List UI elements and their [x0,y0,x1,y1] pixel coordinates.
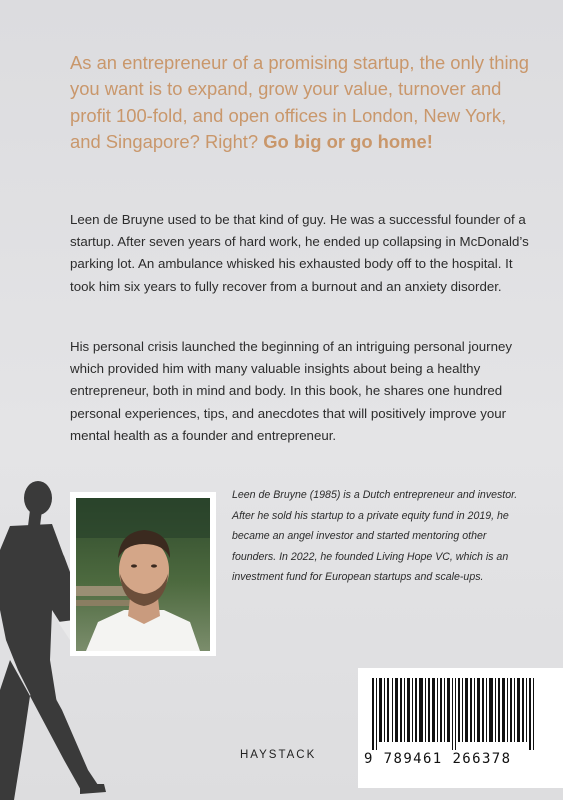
author-photo [70,492,216,656]
author-portrait-image [76,498,210,651]
description-paragraph-2: His personal crisis launched the beginning of an intriguing personal journey which provided him with many valuable insights about being a healthy entrepreneur, both in mind and body. In this book, he shares one hundred personal experiences, tips, and anecdotes that will positively improve your mental health as a founder and entrepreneur. [70,339,513,443]
publisher-logo: HAYSTACK [240,749,317,761]
intro-blurb [70,50,530,156]
description-paragraph-1: Leen de Bruyne used to be that kind of guy. He was a successful founder of a startup. After seven years of hard work, he ended up collapsing in McDonald’s parking lot. An ambulance whisked his exhausted body off to the hospital. It took him six years to fully recover from a burnout and an anxiety disorder. [70,212,529,294]
barcode-image [358,668,563,752]
barcode-box [358,668,563,788]
intro-text: As an entrepreneur of a promising startup, the only thing you want is to expand, grow your value, turnover and profit 100-fold, and open offices in London, New York, and Singapore? Right? [70,52,530,153]
intro-emphasis: Go big or go home! [263,131,433,153]
isbn-number: 9 789461 266378 [364,751,512,767]
author-bio: Leen de Bruyne (1985) is a Dutch entrepreneur and investor. After he sold his startup to a private equity fund in 2019, he became an angel investor and started mentoring other founders. In 2022, he founded Living Hope VC, which is an investment fund for European startups and scale-ups. [232,489,518,583]
